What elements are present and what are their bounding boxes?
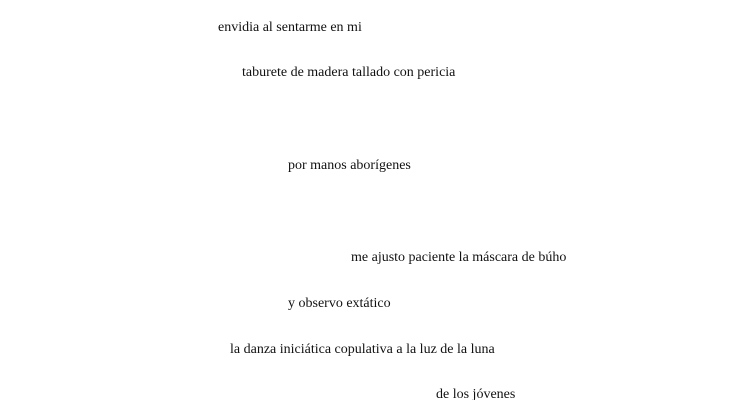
poem-line-7: de los jóvenes — [436, 387, 516, 400]
poem-line-6: la danza iniciática copulativa a la luz de la luna — [230, 342, 495, 357]
poem-line-1: envidia al sentarme en mi — [218, 20, 362, 35]
poem-line-3: por manos aborígenes — [288, 158, 411, 173]
poem-line-2: taburete de madera tallado con pericia — [242, 65, 456, 80]
poem-line-4: me ajusto paciente la máscara de búho — [351, 250, 567, 265]
poem-line-5: y observo extático — [288, 296, 391, 311]
